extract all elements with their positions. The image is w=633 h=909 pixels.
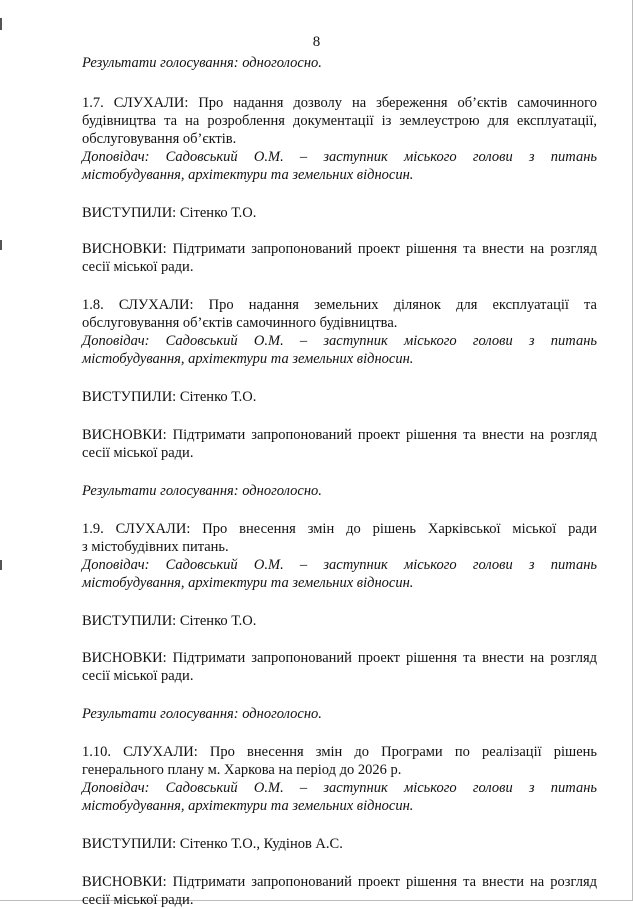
scan-edge-mark (0, 18, 2, 30)
conclusion-line: сесії міської ради. (82, 892, 194, 908)
agenda-item-1-9 (82, 520, 597, 592)
speakers: ВИСТУПИЛИ: Сітенко Т.О. (82, 613, 257, 629)
conclusion-line: ВИСНОВКИ: Підтримати запропонований проект рішення та внести на розгляд (82, 427, 597, 443)
conclusion (82, 649, 597, 685)
speakers: ВИСТУПИЛИ: Сітенко Т.О. (82, 389, 257, 405)
conclusion (82, 873, 597, 909)
reporter-line: містобудування, архітектури та земельних відносин. (82, 351, 414, 367)
reporter-line: Доповідач: Садовський О.М. – заступник міського голови з питань (82, 557, 597, 573)
conclusion (82, 426, 597, 462)
vote-result: Результати голосування: одноголосно. (82, 55, 322, 71)
agenda-item-1-7 (82, 94, 597, 184)
heard-line: 1.10. СЛУХАЛИ: Про внесення змін до Програми по реалізації рішень (82, 744, 597, 760)
heard-line: 1.9. СЛУХАЛИ: Про внесення змін до рішень Харківської міської ради (82, 521, 597, 537)
page-number: 8 (312, 34, 321, 50)
vote-result: Результати голосування: одноголосно. (82, 483, 322, 499)
conclusion-line: сесії міської ради. (82, 668, 194, 684)
conclusion (82, 240, 597, 276)
reporter-line: Доповідач: Садовський О.М. – заступник міського голови з питань (82, 333, 597, 349)
reporter-line: Доповідач: Садовський О.М. – заступник міського голови з питань (82, 149, 597, 165)
reporter-line: містобудування, архітектури та земельних відносин. (82, 575, 414, 591)
conclusion-line: ВИСНОВКИ: Підтримати запропонований проект рішення та внести на розгляд (82, 241, 597, 257)
minutes-content (82, 54, 597, 909)
agenda-item-1-8 (82, 296, 597, 368)
reporter-line: Доповідач: Садовський О.М. – заступник міського голови з питань (82, 780, 597, 796)
heard-line: з містобудівних питань. (82, 539, 229, 555)
heard-line: будівництва та на розроблення документації із землеустрою для експлуатації, (82, 113, 597, 129)
heard-line: генерального плану м. Харкова на період до 2026 р. (82, 762, 402, 778)
heard-line: обслуговування об’єктів. (82, 131, 237, 147)
speakers: ВИСТУПИЛИ: Сітенко Т.О. (82, 205, 257, 221)
scan-edge-mark (0, 240, 2, 250)
vote-result: Результати голосування: одноголосно. (82, 706, 322, 722)
heard-line: обслуговування об’єктів самочинного будівництва. (82, 315, 398, 331)
speakers: ВИСТУПИЛИ: Сітенко Т.О., Кудінов А.С. (82, 836, 343, 852)
heard-line: 1.7. СЛУХАЛИ: Про надання дозволу на збереження об’єктів самочинного (82, 95, 597, 111)
conclusion-line: сесії міської ради. (82, 445, 194, 461)
conclusion-line: ВИСНОВКИ: Підтримати запропонований проект рішення та внести на розгляд (82, 874, 597, 890)
scan-edge-mark (0, 560, 2, 570)
heard-line: 1.8. СЛУХАЛИ: Про надання земельних ділянок для експлуатації та (82, 297, 597, 313)
reporter-line: містобудування, архітектури та земельних відносин. (82, 798, 414, 814)
conclusion-line: ВИСНОВКИ: Підтримати запропонований проект рішення та внести на розгляд (82, 650, 597, 666)
conclusion-line: сесії міської ради. (82, 259, 194, 275)
agenda-item-1-10 (82, 743, 597, 815)
reporter-line: містобудування, архітектури та земельних відносин. (82, 167, 414, 183)
